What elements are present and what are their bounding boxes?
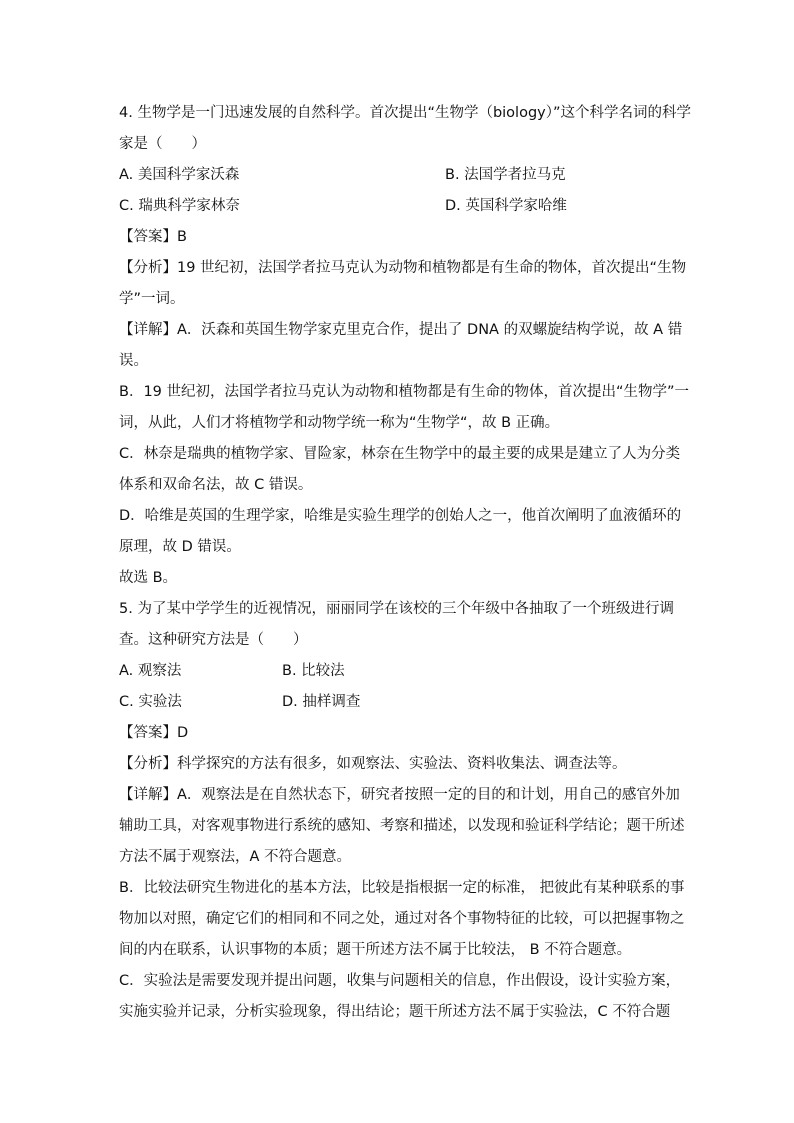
options-row — [119, 656, 679, 687]
detail-line: 物加以对照，确定它们的相同和不同之处，通过对各个事物特征的比较，可以把握事物之 — [119, 911, 685, 927]
options-row — [119, 191, 679, 222]
detail-line: 误。 — [119, 353, 148, 369]
options-row — [119, 687, 679, 718]
detail-line: 辅助工具，对客观事物进行系统的感知、考察和描述，以发现和验证科学结论；题干所述 — [119, 818, 685, 834]
detail-line: 【详解】A．观察法是在自然状态下，研究者按照一定的目的和计划，用自己的感官外加 — [119, 787, 680, 803]
option-c: C. 瑞典科学家林奈 — [119, 198, 240, 214]
analysis: 【分析】科学探究的方法有很多，如观察法、实验法、资料收集法、调查法等。 — [119, 756, 627, 772]
answer: 【答案】B — [119, 229, 187, 245]
question-stem: 5. 为了某中学学生的近视情况，丽丽同学在该校的三个年级中各抽取了一个班级进行调 — [119, 601, 674, 617]
detail-line: C．实验法是需要发现并提出问题，收集与问题相关的信息，作出假设，设计实验方案， — [119, 973, 681, 989]
option-d: D. 英国科学家哈维 — [445, 198, 567, 214]
detail-line: 故选 B。 — [119, 570, 178, 586]
question-stem: 查。这种研究方法是（ ） — [119, 632, 308, 648]
option-a: A. 观察法 — [119, 663, 182, 679]
detail-line: B．19 世纪初，法国学者拉马克认为动物和植物都是有生命的物体，首次提出“生物学”一 — [119, 384, 690, 400]
detail-line: 体系和双命名法，故 C 错误。 — [119, 477, 313, 493]
detail-line: 原理，故 D 错误。 — [119, 539, 241, 555]
option-b: B. 法国学者拉马克 — [445, 167, 566, 183]
detail-line: 方法不属于观察法，A 不符合题意。 — [119, 849, 352, 865]
analysis: 学”一词。 — [119, 291, 185, 307]
question-stem: 家是（ ） — [119, 136, 206, 152]
question-stem: 4. 生物学是一门迅速发展的自然科学。首次提出“生物学（biology）”这个科学名词的科学 — [119, 105, 692, 121]
option-c: C. 实验法 — [119, 694, 182, 710]
detail-line: 词，从此，人们才将植物学和动物学统一称为“生物学“，故 B 正确。 — [119, 415, 560, 431]
detail-line: 【详解】A．沃森和英国生物学家克里克合作，提出了 DNA 的双螺旋结构学说，故 A 错 — [119, 322, 683, 338]
options-row — [119, 160, 679, 191]
detail-line: C．林奈是瑞典的植物学家、冒险家，林奈在生物学中的最主要的成果是建立了人为分类 — [119, 446, 681, 462]
analysis: 【分析】19 世纪初，法国学者拉马克认为动物和植物都是有生命的物体，首次提出“生物 — [119, 260, 687, 276]
question-4 — [119, 98, 692, 594]
option-b: B. 比较法 — [282, 663, 345, 679]
document-page — [119, 98, 692, 1028]
option-a: A. 美国科学家沃森 — [119, 167, 240, 183]
detail-line: 间的内在联系，认识事物的本质；题干所述方法不属于比较法， B 不符合题意。 — [119, 942, 632, 958]
detail-line: D．哈维是英国的生理学家，哈维是实验生理学的创始人之一，他首次阐明了血液循环的 — [119, 508, 682, 524]
detail-line: 实施实验并记录，分析实验现象，得出结论；题干所述方法不属于实验法，C 不符合题 — [119, 1004, 671, 1020]
detail-line: B．比较法研究生物进化的基本方法，比较是指根据一定的标准， 把彼此有某种联系的事 — [119, 880, 685, 896]
answer: 【答案】D — [119, 725, 189, 741]
option-d: D. 抽样调查 — [282, 694, 361, 710]
question-5 — [119, 594, 685, 1028]
